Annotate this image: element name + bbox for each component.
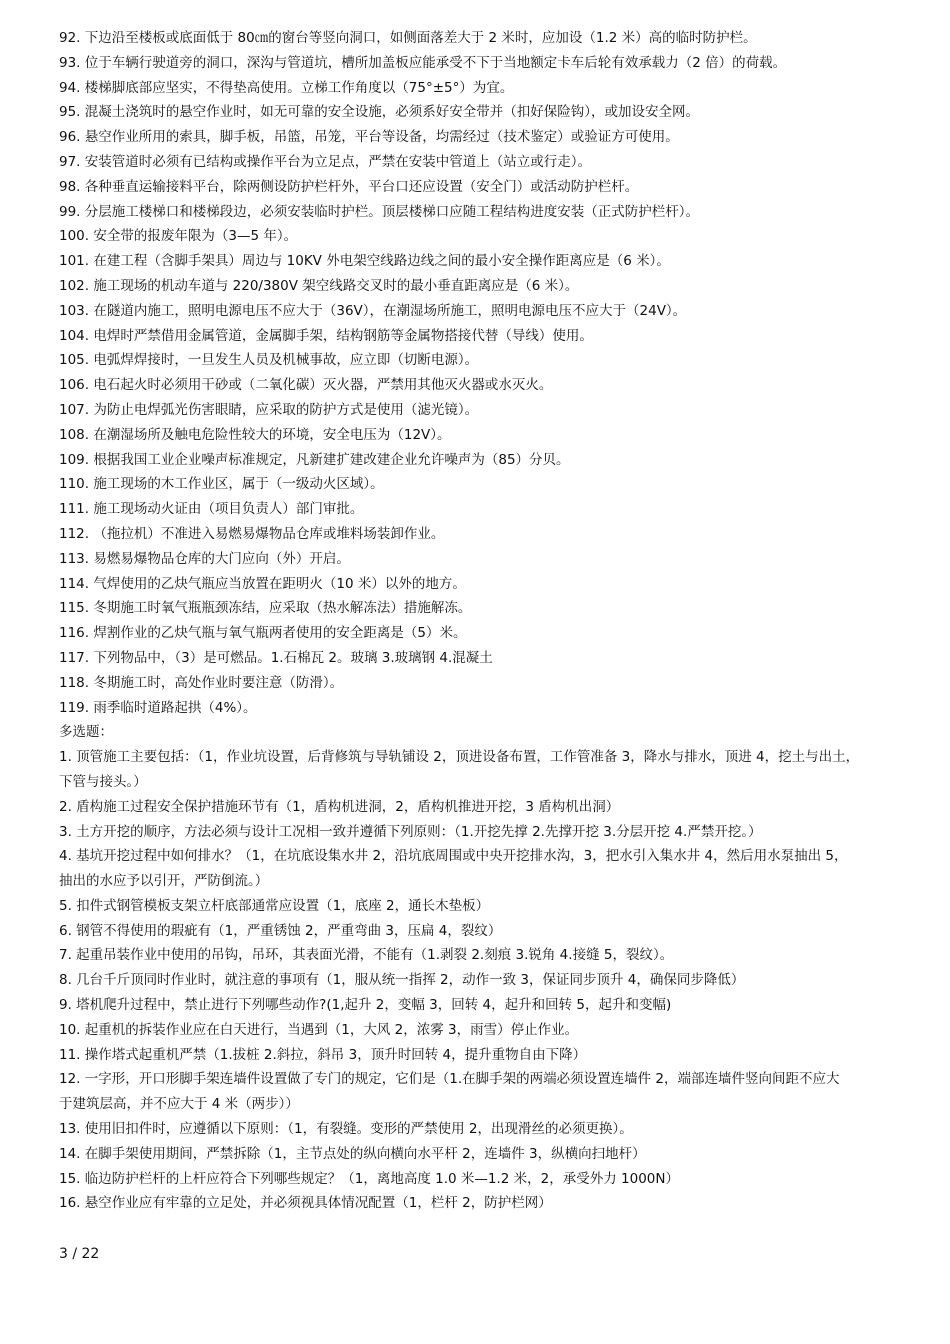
text-line: 6. 钢管不得使用的瑕疵有（1，严重锈蚀 2，严重弯曲 3，压扁 4，裂纹） [59,922,502,939]
text-line: 3. 土方开挖的顺序，方法必须与设计工况相一致并遵循下列原则：（1.开挖先撑 2.先撑开挖 3.分层开挖 4.严禁开挖。） [59,823,762,840]
text-line: 111. 施工现场动火证由（项目负责人）部门审批。 [59,501,364,518]
text-line: 11. 操作塔式起重机严禁（1.拔桩 2.斜拉，斜吊 3，顶升时回转 4，提升重物自由下降） [59,1046,587,1063]
text-line: 抽出的水应予以引开，严防倒流。） [59,873,269,890]
document-body [59,26,929,1216]
text-line: 12. 一字形，开口形脚手架连墙件设置做了专门的规定，它们是（1.在脚手架的两端必须设置连墙件 2，端部连墙件竖向间距不应大 [59,1071,840,1088]
text-line: 117. 下列物品中，（3）是可燃品。1.石棉瓦 2。玻璃 3.玻璃钢 4.混凝土 [59,649,493,666]
text-line: 114. 气焊使用的乙炔气瓶应当放置在距明火（10 米）以外的地方。 [59,575,466,592]
text-line: 7. 起重吊装作业中使用的吊钩，吊环，其表面光滑，不能有（1.剥裂 2.刻痕 3.锐角 4.接缝 5，裂纹）。 [59,947,674,964]
text-line: 92. 下边沿至楼板或底面低于 80㎝的窗台等竖向洞口，如侧面落差大于 2 米时，应加设（1.2 米）高的临时防护栏。 [59,30,757,46]
text-line: 119. 雨季临时道路起拱（4%）。 [59,699,257,716]
text-line: 93. 位于车辆行驶道旁的洞口，深沟与管道坑，槽所加盖板应能承受不下于当地额定卡车后轮有效承载力（2 倍）的荷载。 [59,54,787,71]
text-line: 118. 冬期施工时，高处作业时要注意（防滑）。 [59,674,344,691]
text-line: 9. 塔机爬升过程中，禁止进行下列哪些动作?(1,起升 2，变幅 3，回转 4，起升和回转 5，起升和变幅) [59,997,672,1014]
text-line: 1. 顶管施工主要包括：（1，作业坑设置，后背修筑与导轨铺设 2，顶进设备布置，工作管准备 3，降水与排水，顶进 4，挖土与出土， [59,749,860,766]
text-line: 16. 悬空作业应有牢靠的立足处，并必须视具体情况配置（1，栏杆 2，防护栏网） [59,1195,552,1212]
text-line: 4. 基坑开挖过程中如何排水？（1，在坑底设集水井 2，沿坑底周围或中央开挖排水沟，3，把水引入集水井 4，然后用水泵抽出 5， [59,848,848,865]
text-line: 14. 在脚手架使用期间，严禁拆除（1，主节点处的纵向横向水平杆 2，连墙件 3，纵横向扫地杆） [59,1145,646,1162]
text-line: 5. 扣件式钢管模板支架立杆底部通常应设置（1，底座 2，通长木垫板） [59,897,490,914]
text-line: 112. （拖拉机）不准进入易燃易爆物品仓库或堆料场装卸作业。 [59,525,445,542]
text-line: 99. 分层施工楼梯口和楼梯段边，必须安装临时护栏。顶层楼梯口应随工程结构进度安装（正式防护栏杆）。 [59,203,700,220]
text-line: 100. 安全带的报废年限为（3—5 年）。 [59,228,298,245]
text-line: 107. 为防止电焊弧光伤害眼睛，应采取的防护方式是使用（滤光镜）。 [59,401,479,418]
text-line: 97. 安装管道时必须有已结构或操作平台为立足点，严禁在安装中管道上（站立或行走）。 [59,153,592,170]
page-number: 3 / 22 [59,1246,100,1262]
text-line: 105. 电弧焊焊接时，一旦发生人员及机械事故，应立即（切断电源）。 [59,352,479,369]
text-line: 113. 易燃易爆物品仓库的大门应向（外）开启。 [59,550,350,567]
text-line: 2. 盾构施工过程安全保护措施环节有（1，盾构机进洞，2，盾构机推进开挖，3 盾构机出洞） [59,798,620,815]
text-line: 110. 施工现场的木工作业区，属于（一级动火区域）。 [59,476,384,493]
text-line: 于建筑层高，并不应大于 4 米（两步）） [59,1096,299,1113]
text-line: 109. 根据我国工业企业噪声标准规定，凡新建扩建改建企业允许噪声为（85）分贝。 [59,451,570,468]
text-line: 101. 在建工程（含脚手架具）周边与 10KV 外电架空线路边线之间的最小安全操作距离应是（6 米）。 [59,253,670,270]
text-line: 13. 使用旧扣件时，应遵循以下原则：（1，有裂缝。变形的严禁使用 2，出现滑丝的必须更换）。 [59,1121,633,1138]
text-line: 115. 冬期施工时氧气瓶瓶颈冻结，应采取（热水解冻法）措施解冻。 [59,600,472,617]
text-line: 108. 在潮湿场所及触电危险性较大的环境，安全电压为（12V）。 [59,426,451,443]
text-line: 94. 楼梯脚底部应坚实，不得垫高使用。立梯工作角度以（75°±5°）为宜。 [59,79,514,96]
text-line: 8. 几台千斤顶同时作业时，就注意的事项有（1，服从统一指挥 2，动作一致 3，保证同步顶升 4，确保同步降低） [59,972,745,989]
text-line: 98. 各种垂直运输接料平台，除两侧设防护栏杆外，平台口还应设置（安全门）或活动防护栏杆。 [59,178,639,195]
text-line: 102. 施工现场的机动车道与 220/380V 架空线路交叉时的最小垂直距离应是（6 米）。 [59,277,579,294]
text-line: 106. 电石起火时必须用干砂或（二氧化碳）灭火器，严禁用其他灭火器或水灭火。 [59,377,553,394]
text-line: 96. 悬空作业所用的索具，脚手板，吊篮，吊笼，平台等设备，均需经过（技术鉴定）或验证方可使用。 [59,129,679,146]
text-line: 95. 混凝土浇筑时的悬空作业时，如无可靠的安全设施，必须系好安全带并（扣好保险钩），或加设安全网。 [59,104,700,121]
text-line: 104. 电焊时严禁借用金属管道，金属脚手架，结构钢筋等金属物搭接代替（导线）使用。 [59,327,593,344]
text-line: 116. 焊割作业的乙炔气瓶与氧气瓶两者使用的安全距离是（5）米。 [59,625,467,642]
text-line: 103. 在隧道内施工，照明电源电压不应大于（36V），在潮湿场所施工，照明电源电压不应大于（24V）。 [59,302,687,319]
text-line: 15. 临边防护栏杆的上杆应符合下列哪些规定？（1，离地高度 1.0 米—1.2 米，2，承受外力 1000N） [59,1170,679,1187]
text-line: 多选题： [59,724,113,741]
text-line: 10. 起重机的拆装作业应在白天进行，当遇到（1，大风 2，浓雾 3，雨雪）停止作业。 [59,1021,579,1038]
text-line: 下管与接头。） [59,773,147,790]
